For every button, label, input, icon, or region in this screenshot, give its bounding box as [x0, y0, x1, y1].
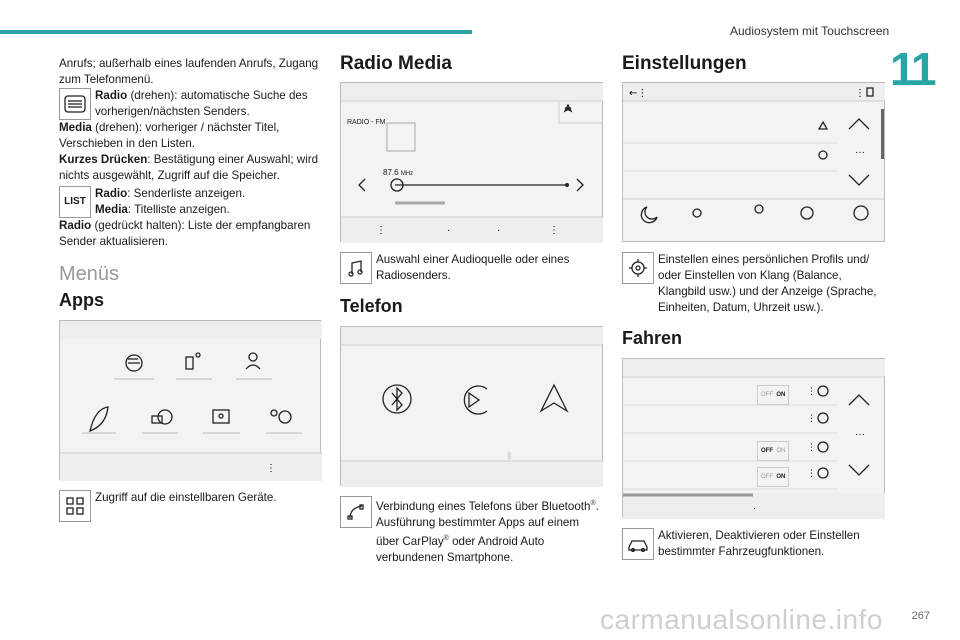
- column-1: [59, 56, 321, 522]
- climate-app-icon: [271, 410, 291, 423]
- drive-heading: Fahren: [622, 328, 683, 348]
- android-auto-app-icon: [541, 385, 567, 411]
- user-profile-icon: [755, 205, 763, 213]
- svg-text:···: ···: [855, 429, 865, 440]
- apps-caption: Zugriff auf die einstellbaren Geräte.: [95, 491, 277, 504]
- rotary-knob-icon: [59, 88, 91, 120]
- apps-heading: Apps: [59, 290, 104, 310]
- car-icon: [622, 528, 654, 560]
- svg-text:⋮: ⋮: [376, 225, 386, 236]
- svg-text:⋮: ⋮: [549, 225, 559, 236]
- bluetooth-app-icon: [383, 385, 411, 413]
- eco-app-icon: [90, 407, 108, 431]
- watermark: carmanualsonline.info: [600, 604, 883, 635]
- profile-app-icon: [246, 353, 260, 369]
- settings-gear-icon: [622, 252, 654, 284]
- settings-screen-illustration: [622, 82, 885, 242]
- phone-screen-art: [341, 327, 603, 487]
- apps-grid-icon: [59, 490, 91, 522]
- radio-list-text: Radio: Senderliste anzeigen.: [95, 187, 246, 200]
- phone-heading: Telefon: [340, 296, 403, 316]
- scroll-down-icon: [849, 465, 869, 475]
- prev-arrow-icon: [359, 179, 365, 191]
- phone-screen-illustration: [340, 326, 603, 486]
- svg-text:ᛒ: ᛒ: [507, 452, 513, 462]
- column-2: [340, 53, 603, 566]
- phone-caption-row: [340, 496, 603, 566]
- media-turn-text: Media (drehen): vorheriger / nächster Titel, Verschieben in den Listen.: [59, 121, 280, 150]
- svg-text:⋮: ⋮: [807, 469, 816, 479]
- brightness-icon: [693, 209, 701, 217]
- radio-turn-text: Radio (drehen): automatische Suche des vorherigen/nächsten Senders.: [95, 89, 308, 118]
- settings-caption-row: [622, 252, 885, 316]
- settings-caption: Einstellen eines persönlichen Profils und/ oder Einstellen von Klang (Balance, Klangbild usw.) und der Anzeige (Sprache, Einheiten, Datum, Uhrzeit usw.).: [658, 253, 877, 314]
- favorite-star-icon: [565, 105, 571, 111]
- next-arrow-icon: [577, 179, 583, 191]
- radio-caption: Auswahl einer Audioquelle oder eines Radiosenders.: [376, 253, 570, 282]
- frequency-readout: 87.6 MHz: [383, 168, 414, 177]
- svg-text:···: ···: [855, 147, 865, 158]
- radio-band-label: RADIO - FM: [347, 119, 386, 126]
- toggle-2: OFF ON: [757, 441, 789, 461]
- night-mode-icon: [641, 207, 657, 223]
- music-note-icon: [340, 252, 372, 284]
- svg-text:⋮: ⋮: [807, 443, 816, 453]
- radio-screen-illustration: [340, 82, 603, 242]
- gear-icon: [801, 207, 813, 219]
- intro-text: Anrufs; außerhalb eines laufenden Anrufs, Zugang zum Telefonmenü.: [59, 57, 319, 86]
- radio-turn-row: [59, 88, 321, 120]
- radio-hold-text: Radio (gedrückt halten): Liste der empfangbaren Sender aktualisieren.: [59, 219, 311, 248]
- short-press-text: Kurzes Drücken: Bestätigung einer Auswahl; wird nichts ausgewählt, Zugriff auf die Speicher.: [59, 153, 319, 182]
- media-list-text: Media: Titelliste anzeigen.: [95, 203, 230, 216]
- scroll-up-icon: [849, 119, 869, 129]
- svg-text:·: ·: [753, 503, 756, 513]
- scroll-up-icon: [849, 395, 869, 405]
- svg-text:⋮: ⋮: [807, 387, 816, 397]
- drive-screen-art: [623, 359, 885, 519]
- header-title: Audiosystem mit Touchscreen: [730, 24, 890, 38]
- settings-heading: Einstellungen: [622, 53, 747, 74]
- column-3: [622, 53, 885, 560]
- contacts-app-icon: [213, 410, 229, 423]
- apps-screen-illustration: [59, 320, 321, 480]
- svg-text:⋮: ⋮: [266, 463, 276, 474]
- svg-text:←⋮: ←⋮: [629, 88, 648, 99]
- drive-caption: Aktivieren, Deaktivieren oder Einstellen bestimmter Fahrzeugfunktionen.: [658, 529, 860, 558]
- list-row: [59, 186, 321, 218]
- carplay-app-icon: [464, 386, 487, 414]
- apps-screen-art: [60, 321, 322, 481]
- page-number: 267: [911, 610, 930, 622]
- list-button-icon: LIST: [59, 186, 91, 218]
- toggle-1: OFF ON: [757, 385, 789, 405]
- drive-caption-row: [622, 528, 885, 560]
- drive-screen-illustration: [622, 358, 885, 518]
- scroll-down-icon: [849, 175, 869, 185]
- chapter-number: 11: [890, 43, 935, 95]
- svg-text:⋮: ⋮: [807, 414, 816, 424]
- driving-app-icon: [152, 410, 172, 424]
- menus-heading: Menüs: [59, 263, 120, 285]
- svg-text:·: ·: [497, 225, 501, 236]
- svg-text:⋮: ⋮: [855, 88, 865, 99]
- radio-media-heading: Radio Media: [340, 53, 452, 74]
- connect-app-icon: [186, 353, 200, 369]
- station-artwork: [387, 123, 415, 151]
- radio-caption-row: [340, 252, 603, 284]
- radio-screen-art: [341, 83, 603, 243]
- settings-screen-art: [623, 83, 885, 243]
- header-accent-bar: [0, 30, 472, 34]
- voice-app-icon: [126, 355, 142, 371]
- toggle-3: OFF ON: [757, 467, 789, 487]
- apps-caption-row: [59, 490, 321, 522]
- privacy-icon: [854, 206, 868, 220]
- svg-text:·: ·: [447, 225, 451, 236]
- phone-handset-icon: [340, 496, 372, 528]
- phone-caption: Verbindung eines Telefons über Bluetooth®. Ausführung bestimmter Apps auf einem über CarPlay® oder Android Auto verbundenen Smartphone.: [376, 499, 599, 564]
